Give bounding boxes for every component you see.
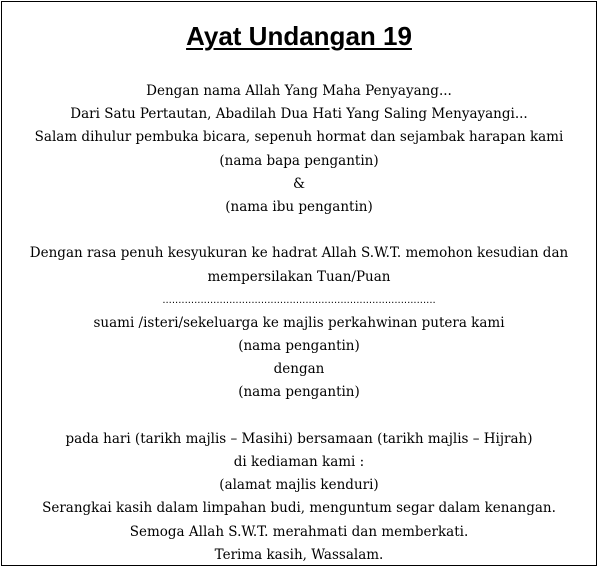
- groom-name-placeholder: (nama pengantin): [238, 338, 360, 355]
- address-placeholder: (alamat majlis kenduri): [219, 477, 379, 494]
- invite-line: mempersilakan Tuan/Puan: [207, 268, 391, 285]
- closing-line-2: Semoga Allah S.W.T. merahmati dan memberkati.: [129, 523, 469, 540]
- opening-line: Dengan nama Allah Yang Maha Penyayang...: [146, 83, 452, 99]
- gratitude-line: Dengan rasa penuh kesyukuran ke hadrat Allah S.W.T. memohon kesudian dan: [29, 245, 569, 262]
- paragraph-gap: [2, 405, 596, 428]
- date-line: pada hari (tarikh majlis – Masihi) bersamaan (tarikh majlis – Hijrah): [65, 430, 533, 447]
- pertautan-line: Dari Satu Pertautan, Abadilah Dua Hati Yang Saling Menyayangi...: [70, 106, 528, 123]
- closing-line-3: Terima kasih, Wassalam.: [214, 546, 384, 563]
- family-line: suami /isteri/sekeluarga ke majlis perkahwinan putera kami: [93, 314, 505, 331]
- salam-line: Salam dihulur pembuka bicara, sepenuh hormat dan sejambak harapan kami: [34, 129, 564, 146]
- mother-name-placeholder: (nama ibu pengantin): [225, 198, 373, 215]
- closing-line-1: Serangkai kasih dalam limpahan budi, menguntum segar dalam kenangan.: [42, 500, 556, 517]
- invitation-text: [2, 80, 596, 567]
- father-name-placeholder: (nama bapa pengantin): [219, 152, 379, 169]
- invitation-card: [1, 1, 597, 566]
- venue-label: di kediaman kami :: [233, 454, 365, 470]
- guest-name-blank: ......................................................................................: [162, 294, 436, 306]
- dengan-line: dengan: [273, 361, 325, 378]
- page-title: Ayat Undangan 19: [186, 21, 412, 51]
- ampersand: &: [292, 175, 306, 192]
- paragraph-gap: [2, 219, 596, 242]
- bride-name-placeholder: (nama pengantin): [238, 384, 360, 401]
